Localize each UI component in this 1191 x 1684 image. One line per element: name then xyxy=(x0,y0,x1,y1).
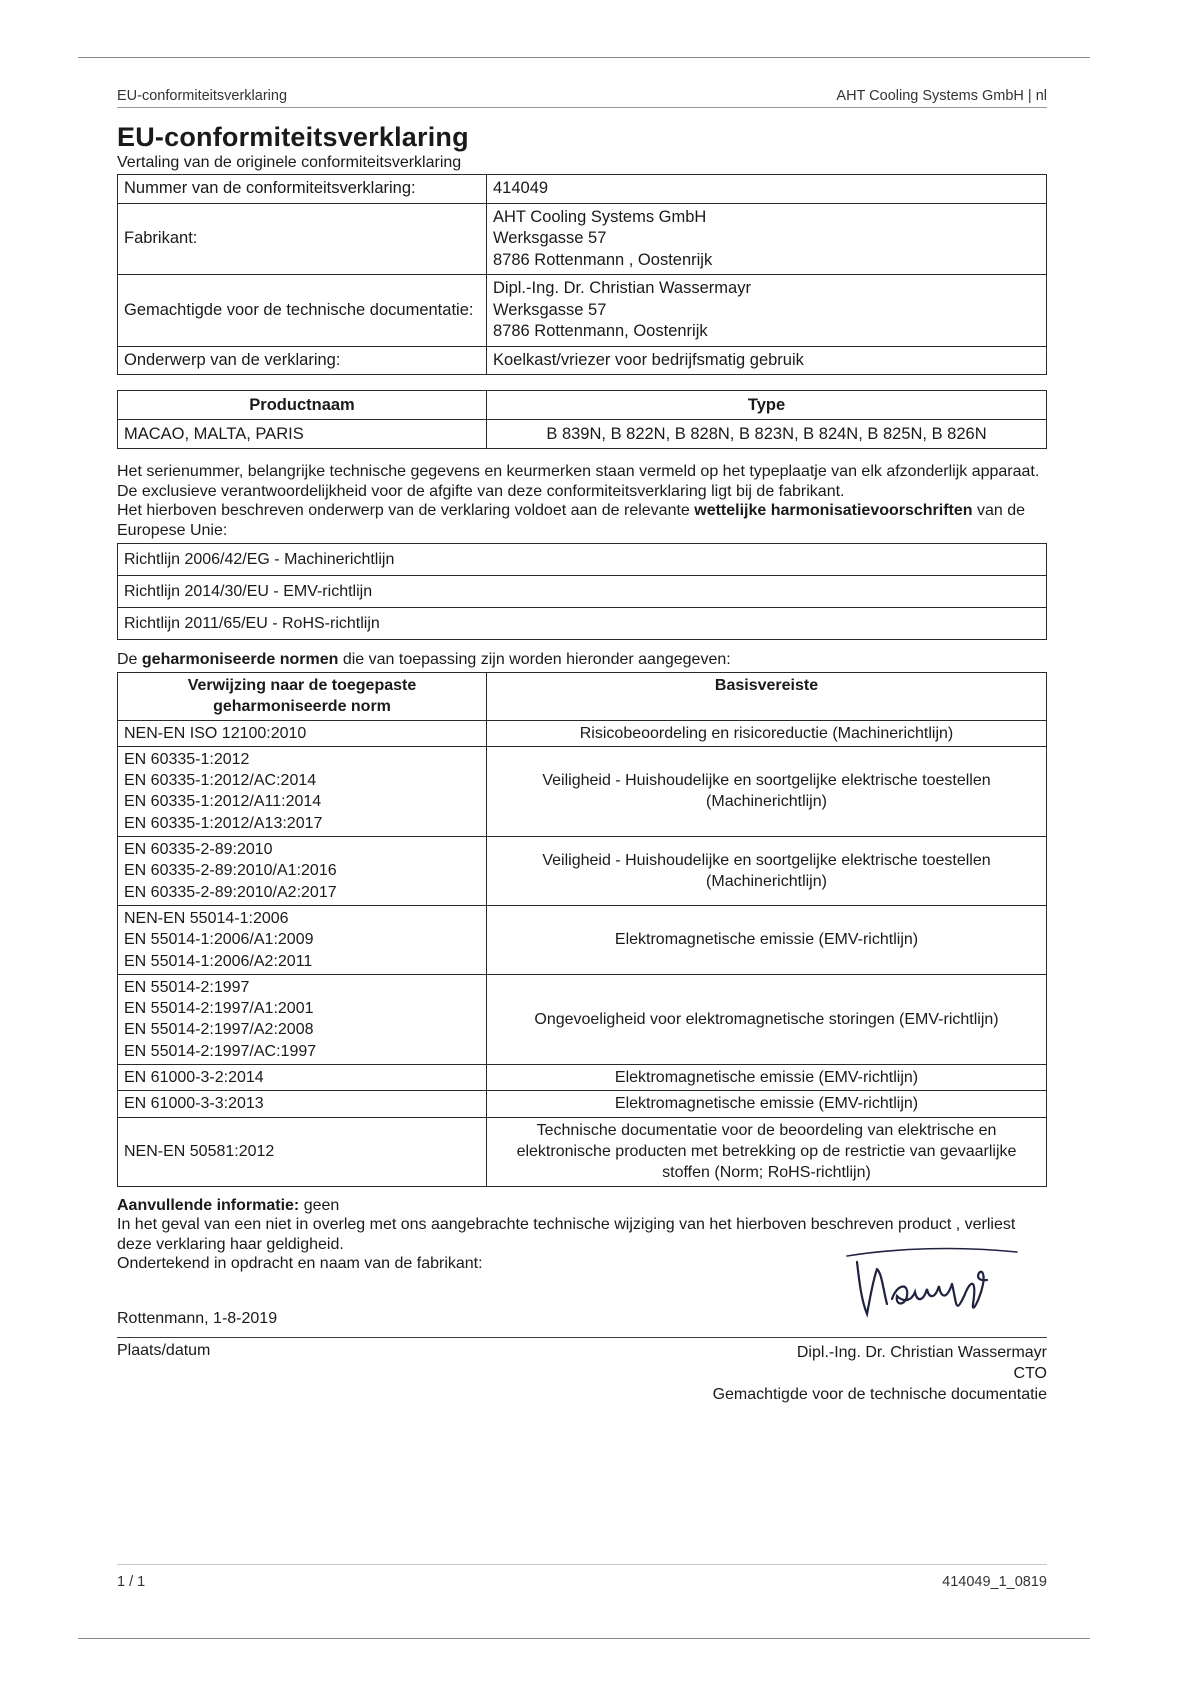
norm-row xyxy=(118,1065,1047,1091)
place-date-label: Plaats/datum xyxy=(117,1341,211,1359)
norm-reference: EN 60335-1:2012/A13:2017 xyxy=(124,814,323,832)
page-title: EU-conformiteitsverklaring xyxy=(117,122,469,152)
document-id: 414049_1_0819 xyxy=(942,1574,1047,1590)
product-types: B 839N, B 822N, B 828N, B 823N, B 824N, B 825N, B 826N xyxy=(487,420,1047,449)
info-label: Gemachtigde voor de technische documentatie: xyxy=(118,275,487,347)
product-header-row xyxy=(118,391,1047,420)
info-row-number xyxy=(118,175,1047,204)
product-table xyxy=(117,390,1047,449)
norm-references xyxy=(118,1065,487,1091)
info-value xyxy=(487,275,1047,347)
paragraph-bold: wettelijke harmonisatievoorschriften xyxy=(694,502,973,519)
declaration-info-table xyxy=(117,174,1047,375)
norm-reference: EN 61000-3-2:2014 xyxy=(124,1069,264,1087)
signer-name: Dipl.-Ing. Dr. Christian Wassermayr xyxy=(796,1343,1047,1361)
page-subtitle: Vertaling van de originele conformiteitsverklaring xyxy=(117,154,462,171)
paragraph-serial: Het serienummer, belangrijke technische gegevens en keurmerken staan vermeld op het typeplaatje van elk afzonderlijk apparaat. xyxy=(117,463,1040,480)
signature-block xyxy=(117,1274,1047,1414)
norms-intro xyxy=(117,650,1047,670)
norm-reference: EN 61000-3-3:2013 xyxy=(124,1095,264,1113)
norm-requirement: Ongevoeligheid voor elektromagnetische storingen (EMV-richtlijn) xyxy=(487,974,1047,1064)
norm-reference: EN 60335-2-89:2010 xyxy=(124,841,273,859)
norms-intro-bold: geharmoniseerde normen xyxy=(141,651,339,668)
top-page-rule xyxy=(78,57,1090,58)
directive-row xyxy=(118,608,1047,640)
norm-references xyxy=(118,1117,487,1186)
norm-reference: EN 60335-2-89:2010/A1:2016 xyxy=(124,862,337,880)
norm-references xyxy=(118,1091,487,1117)
info-line: 8786 Rottenmann, Oostenrijk xyxy=(493,322,708,340)
norm-references xyxy=(118,905,487,974)
header-right: AHT Cooling Systems GmbH | nl xyxy=(836,88,1047,104)
norm-reference: EN 60335-2-89:2010/A2:2017 xyxy=(124,883,337,901)
norm-reference: EN 55014-1:2006/A2:2011 xyxy=(124,952,313,970)
additional-info-value: geen xyxy=(299,1196,340,1214)
info-value xyxy=(487,175,1047,204)
norm-references xyxy=(118,720,487,746)
norm-requirement: Elektromagnetische emissie (EMV-richtlijn) xyxy=(487,905,1047,974)
bottom-page-rule xyxy=(78,1638,1090,1639)
norm-reference: EN 55014-1:2006/A1:2009 xyxy=(124,931,314,949)
footer-rule xyxy=(117,1564,1047,1565)
norm-references xyxy=(118,837,487,906)
norm-reference: EN 55014-2:1997/A1:2001 xyxy=(124,1000,314,1018)
info-row-representative xyxy=(118,275,1047,347)
declaration-document xyxy=(117,88,1047,1414)
norms-requirement-header: Basisvereiste xyxy=(487,673,1047,721)
info-row-manufacturer xyxy=(118,203,1047,275)
norm-row xyxy=(118,974,1047,1064)
norm-reference: NEN-EN 55014-1:2006 xyxy=(124,909,289,927)
info-line: AHT Cooling Systems GmbH xyxy=(493,207,707,226)
norm-reference: EN 60335-1:2012 xyxy=(124,750,250,768)
product-name: MACAO, MALTA, PARIS xyxy=(118,420,487,449)
info-line: Dipl.-Ing. Dr. Christian Wassermayr xyxy=(493,279,751,297)
signer-function: Gemachtigde voor de technische documentatie xyxy=(712,1385,1047,1403)
norm-row xyxy=(118,1117,1047,1186)
directive: Richtlijn 2014/30/EU - EMV-richtlijn xyxy=(118,576,1047,608)
norm-reference: EN 60335-1:2012/AC:2014 xyxy=(124,772,317,790)
paragraph-responsibility: De exclusieve verantwoordelijkheid voor de afgifte van deze conformiteitsverklaring ligt bij de fabrikant. xyxy=(117,482,845,500)
additional-info-line xyxy=(117,1196,1047,1216)
running-header xyxy=(117,88,1047,108)
declaration-paragraph xyxy=(117,462,1047,540)
info-line: Werksgasse 57 xyxy=(493,300,607,319)
norm-requirement: Technische documentatie voor de beoordeling van elektrische en elektronische producten met betrekking op de restrictie van gevaarlijke stoffen (Norm; RoHS-richtlijn) xyxy=(487,1117,1047,1186)
validity-note: In het geval van een niet in overleg met ons aangebrachte technische wijziging van het hierboven beschreven product , verliest deze verklaring haar geldigheid. xyxy=(117,1216,1016,1253)
norm-requirement: Veiligheid - Huishoudelijke en soortgelijke elektrische toestellen (Machinerichtlijn) xyxy=(487,837,1047,906)
norms-intro-text: De xyxy=(117,651,142,668)
signer-details xyxy=(713,1342,1047,1405)
paragraph-text: Het hierboven beschreven onderwerp van de verklaring voldoet aan de relevante xyxy=(117,502,695,519)
norm-requirement: Elektromagnetische emissie (EMV-richtlijn) xyxy=(487,1091,1047,1117)
norms-header-row xyxy=(118,673,1047,721)
norms-reference-header: Verwijzing naar de toegepaste geharmoniseerde norm xyxy=(118,673,487,721)
info-row-subject xyxy=(118,346,1047,375)
header-left: EU-conformiteitsverklaring xyxy=(117,88,288,104)
norm-requirement: Elektromagnetische emissie (EMV-richtlijn) xyxy=(487,1065,1047,1091)
info-line: Koelkast/vriezer voor bedrijfsmatig gebruik xyxy=(493,350,804,369)
norm-references xyxy=(118,746,487,836)
norm-row xyxy=(118,905,1047,974)
info-value xyxy=(487,203,1047,275)
norm-reference: EN 55014-2:1997 xyxy=(124,978,250,996)
directive: Richtlijn 2006/42/EG - Machinerichtlijn xyxy=(118,544,1047,576)
norm-row xyxy=(118,720,1047,746)
info-line: Werksgasse 57 xyxy=(493,229,607,247)
place-date: Rottenmann, 1-8-2019 xyxy=(117,1309,278,1327)
info-label: Onderwerp van de verklaring: xyxy=(118,346,487,375)
info-line: 8786 Rottenmann , Oostenrijk xyxy=(493,250,713,269)
additional-info-label: Aanvullende informatie: xyxy=(117,1196,300,1214)
directive-row xyxy=(118,544,1047,576)
paragraph-harmonisation xyxy=(117,501,1047,540)
norms-intro-text: die van toepassing zijn worden hieronder aangegeven: xyxy=(338,651,731,668)
info-value xyxy=(487,346,1047,375)
norm-requirement: Veiligheid - Huishoudelijke en soortgelijke elektrische toestellen (Machinerichtlijn) xyxy=(487,746,1047,836)
directives-table xyxy=(117,543,1047,640)
product-name-header: Productnaam xyxy=(118,391,487,420)
norm-requirement: Risicobeoordeling en risicoreductie (Machinerichtlijn) xyxy=(487,720,1047,746)
norm-reference: EN 55014-2:1997/A2:2008 xyxy=(124,1021,314,1039)
info-label: Fabrikant: xyxy=(118,203,487,275)
product-row xyxy=(118,420,1047,449)
norm-reference: EN 60335-1:2012/A11:2014 xyxy=(124,793,322,811)
norm-reference: NEN-EN 50581:2012 xyxy=(124,1142,275,1160)
paragraph-text: van de Europese Unie: xyxy=(117,502,1026,539)
norms-table xyxy=(117,672,1047,1187)
page-number: 1 / 1 xyxy=(117,1574,146,1590)
info-line: 414049 xyxy=(493,179,549,197)
norm-reference: EN 55014-2:1997/AC:1997 xyxy=(124,1042,317,1060)
norm-row xyxy=(118,746,1047,836)
handwritten-signature xyxy=(837,1244,1037,1324)
product-type-header: Type xyxy=(487,391,1047,420)
directive: Richtlijn 2011/65/EU - RoHS-richtlijn xyxy=(118,608,1047,640)
norm-references xyxy=(118,974,487,1064)
page-footer xyxy=(117,1574,1047,1590)
info-label: Nummer van de conformiteitsverklaring: xyxy=(118,175,487,204)
signature-rule xyxy=(117,1337,1047,1338)
norm-reference: NEN-EN ISO 12100:2010 xyxy=(124,724,307,742)
signed-on-behalf: Ondertekend in opdracht en naam van de fabrikant: xyxy=(117,1255,483,1273)
norm-row xyxy=(118,1091,1047,1117)
norm-row xyxy=(118,837,1047,906)
signer-role: CTO xyxy=(1013,1364,1047,1382)
directive-row xyxy=(118,576,1047,608)
